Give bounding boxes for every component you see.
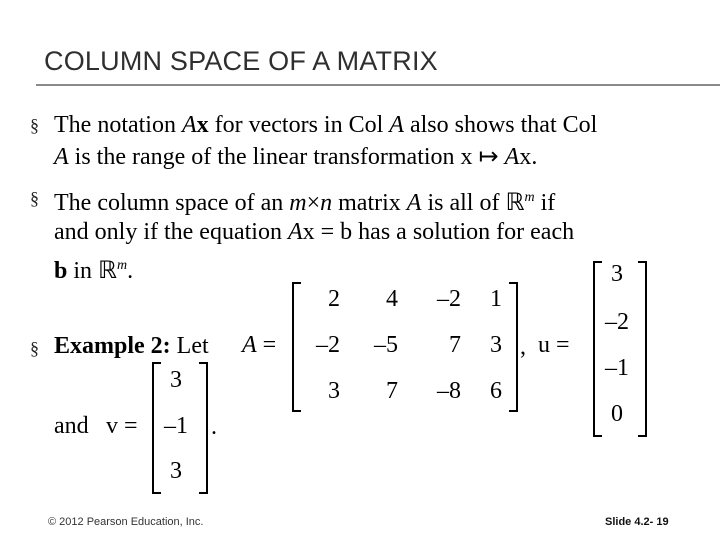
matrix-A-cell: –8 [437,378,461,404]
matrix-A-cell: 1 [490,286,502,312]
vector-u-entry: 3 [611,261,623,287]
bullet-marker-1: § [30,115,39,135]
bullet-2-line-1: The column space of an m×n matrix A is all of ℝ$^m$ if [54,190,556,216]
bullet-marker-2: § [30,188,39,208]
bullet-1-line-2: A is the range of the linear transformation x ↦ Ax. [54,144,538,170]
vector-v-entry: 3 [170,367,182,393]
vector-u-entry: 0 [611,401,623,427]
matrix-A-right-bracket [509,282,518,412]
vector-u-right-bracket [638,261,647,437]
matrix-A-cell: 2 [328,286,340,312]
vector-u-label: u = [538,332,570,358]
bullet-2-line-3: b in ℝ$^m$. [54,258,134,284]
vector-v-entry: –1 [164,413,188,439]
matrix-A-cell: –2 [437,286,461,312]
copyright-text: © 2012 Pearson Education, Inc. [48,516,204,528]
matrix-A-cell: 3 [328,378,340,404]
slide-number: Slide 4.2- 19 [605,516,669,528]
matrix-A-cell: –5 [374,332,398,358]
and-text: and [54,413,89,439]
vector-v-label: v = [106,413,138,439]
matrix-A-cell: –2 [316,332,340,358]
bullet-2-line-2: and only if the equation Ax = b has a solution for each [54,219,575,245]
matrix-A-cell: 7 [386,378,398,404]
maps-to-arrow: ↦ [478,144,499,170]
example-label: Example 2: Let [54,333,209,359]
matrix-A-cell: 6 [490,378,502,404]
title-divider [36,84,720,86]
matrix-A-cell: 7 [449,332,461,358]
bullet-1-line-1: The notation Ax for vectors in Col A also shows that Col [54,112,598,138]
matrix-A-cell: 3 [490,332,502,358]
comma: , [520,334,526,360]
matrix-A-label: A = [242,332,277,358]
matrix-A-cell: 4 [386,286,398,312]
bullet-marker-3: § [30,338,39,358]
vector-v-right-bracket [199,362,208,494]
vector-u-entry: –1 [605,355,629,381]
vector-v-entry: 3 [170,458,182,484]
period: . [211,414,217,440]
vector-u-entry: –2 [605,309,629,335]
slide-title: COLUMN SPACE OF A MATRIX [44,46,438,76]
